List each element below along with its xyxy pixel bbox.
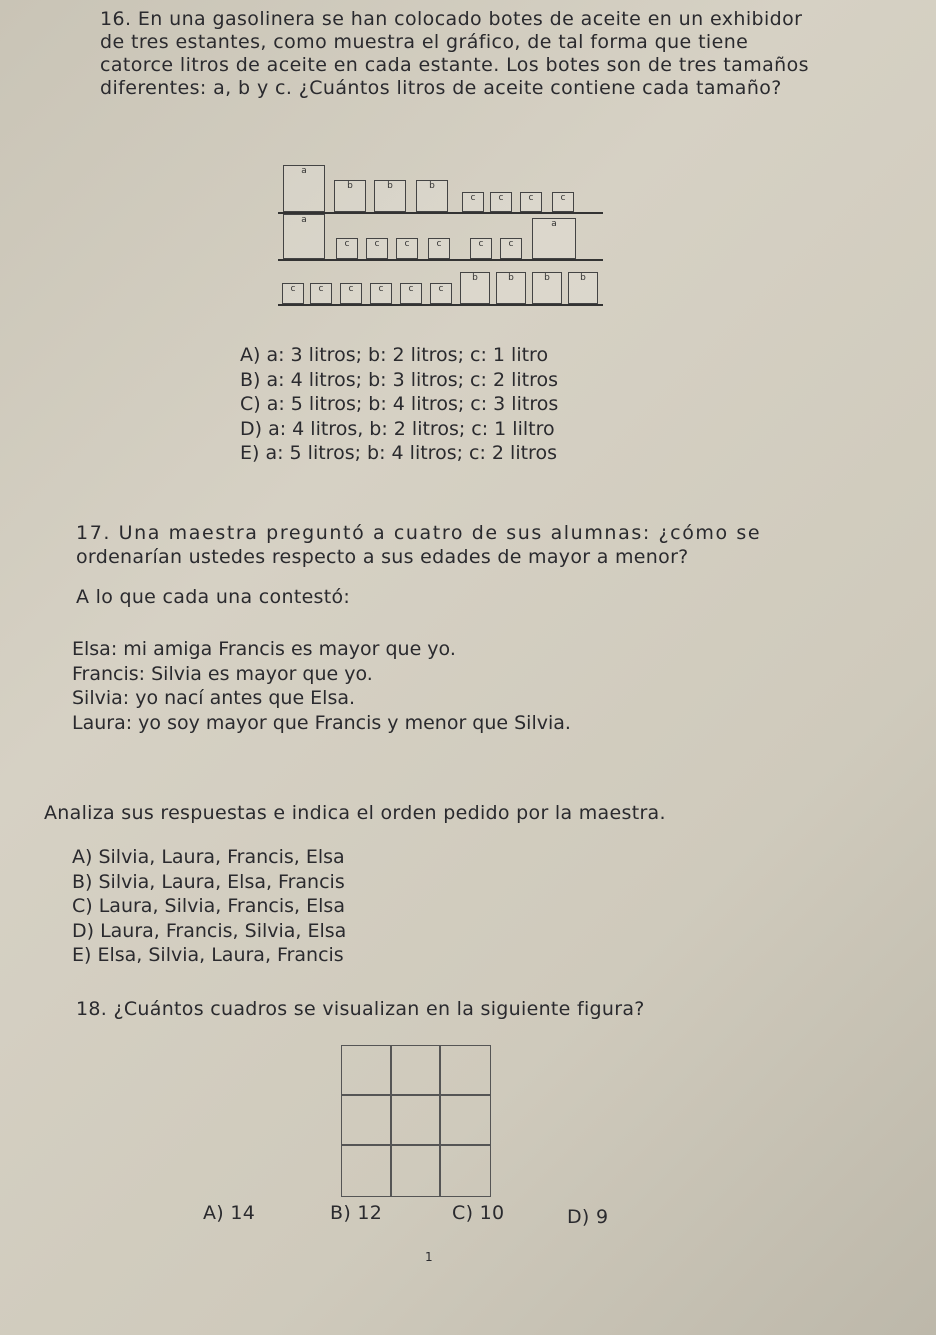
grid-line: [342, 1094, 490, 1096]
option-b[interactable]: B) Silvia, Laura, Elsa, Francis: [72, 870, 345, 893]
option-d[interactable]: D) a: 4 litros, b: 2 litros; c: 1 liltro: [240, 417, 555, 440]
option-c[interactable]: C) a: 5 litros; b: 4 litros; c: 3 litros: [240, 393, 559, 415]
question-16-options: [240, 343, 558, 466]
shelf-2: [278, 259, 603, 261]
can: c: [400, 283, 422, 304]
can: c: [340, 283, 362, 304]
can: c: [336, 238, 358, 259]
can: c: [552, 192, 574, 212]
shelf-1: [278, 212, 603, 214]
question-17-instruction: Analiza sus respuestas e indica el orden pedido por la maestra.: [44, 802, 666, 824]
can: a: [283, 214, 325, 259]
grid-line: [342, 1144, 490, 1146]
question-17-options: [72, 845, 346, 968]
question-18-text: 18. ¿Cuántos cuadros se visualizan en la siguiente figura?: [76, 998, 645, 1020]
can: c: [520, 192, 542, 212]
can: c: [462, 192, 484, 212]
question-17-line-2: ordenarían ustedes respecto a sus edades de mayor a menor?: [76, 546, 689, 568]
option-b[interactable]: B) 12: [330, 1202, 383, 1224]
can: c: [490, 192, 512, 212]
option-b[interactable]: B) a: 4 litros; b: 3 litros; c: 2 litros: [240, 368, 558, 391]
option-e[interactable]: E) a: 5 litros; b: 4 litros; c: 2 litros: [240, 442, 557, 464]
can: b: [460, 272, 490, 304]
can: c: [282, 283, 304, 304]
can: c: [396, 238, 418, 259]
answer-francis: Francis: Silvia es mayor que yo.: [72, 662, 373, 685]
question-17-line-1: 17. Una maestra preguntó a cuatro de sus alumnas: ¿cómo se: [76, 522, 762, 544]
shelf-3: [278, 304, 603, 306]
can: c: [500, 238, 522, 259]
option-d[interactable]: D) 9: [567, 1206, 609, 1228]
can: b: [416, 180, 448, 212]
grid-line: [390, 1046, 392, 1196]
option-a[interactable]: A) 14: [203, 1202, 256, 1224]
can: c: [430, 283, 452, 304]
option-d[interactable]: D) Laura, Francis, Silvia, Elsa: [72, 919, 347, 942]
can: b: [532, 272, 562, 304]
can: b: [374, 180, 406, 212]
grid-line: [439, 1046, 441, 1196]
can: b: [568, 272, 598, 304]
can: a: [532, 218, 576, 259]
can: b: [496, 272, 526, 304]
question-17-intro: A lo que cada una contestó:: [76, 586, 351, 608]
can: c: [470, 238, 492, 259]
can: c: [370, 283, 392, 304]
squares-figure: [341, 1045, 491, 1197]
can: c: [428, 238, 450, 259]
option-c[interactable]: C) 10: [452, 1202, 505, 1224]
can: b: [334, 180, 366, 212]
option-a[interactable]: A) Silvia, Laura, Francis, Elsa: [72, 846, 345, 868]
option-a[interactable]: A) a: 3 litros; b: 2 litros; c: 1 litro: [240, 344, 549, 366]
can: c: [366, 238, 388, 259]
answer-silvia: Silvia: yo nací antes que Elsa.: [72, 687, 356, 709]
question-16-text: 16. En una gasolinera se han colocado botes de aceite en un exhibidor de tres estantes, como muestra el gráfico, de tal forma que tiene catorce litros de aceite en cada estante. Los botes son de tres tamaños diferentes: a, b y c. ¿Cuántos litros de aceite contiene cada tamaño?: [100, 8, 809, 99]
can: c: [310, 283, 332, 304]
can: a: [283, 165, 325, 212]
question-17-answers: [72, 637, 571, 735]
page-mark: 1: [425, 1250, 433, 1264]
option-e[interactable]: E) Elsa, Silvia, Laura, Francis: [72, 944, 344, 966]
option-c[interactable]: C) Laura, Silvia, Francis, Elsa: [72, 895, 345, 917]
answer-laura: Laura: yo soy mayor que Francis y menor que Silvia.: [72, 711, 571, 734]
answer-elsa: Elsa: mi amiga Francis es mayor que yo.: [72, 638, 456, 660]
